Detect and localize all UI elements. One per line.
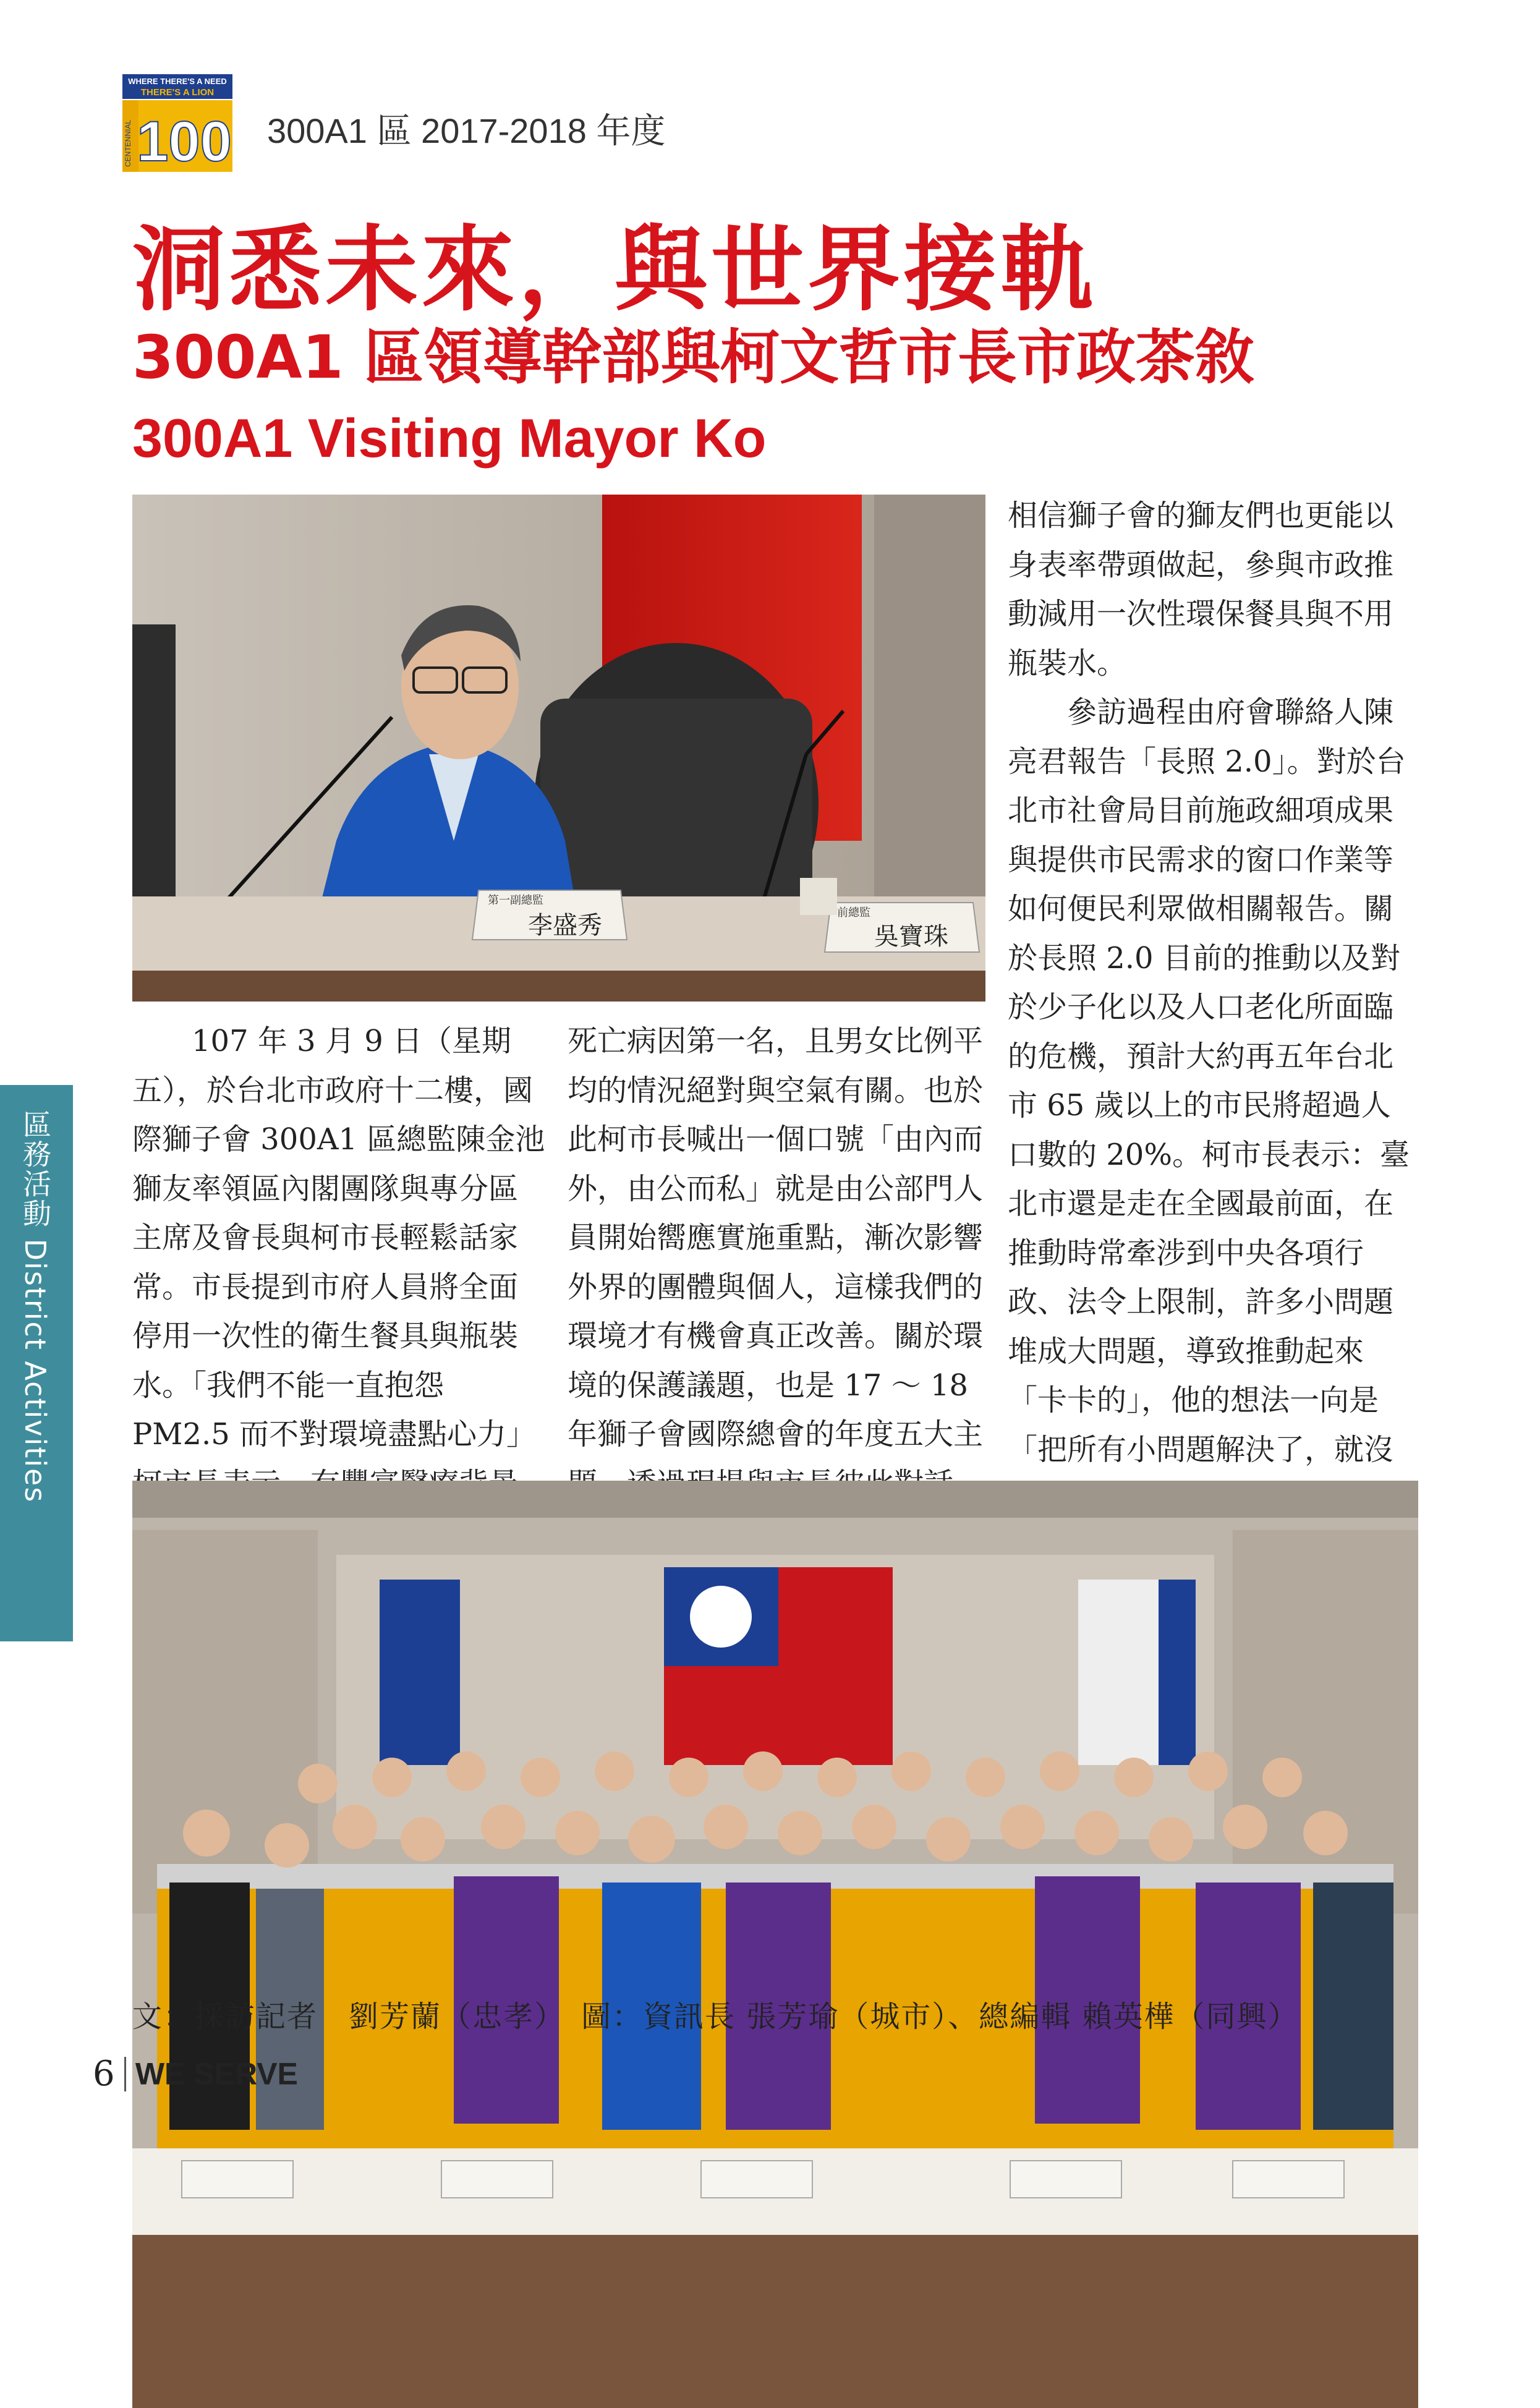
page-footer: [93, 2054, 298, 2097]
article-paragraph: 107 年 3 月 9 日（星期五），於台北市政府十二樓，國際獅子會 300A1 區總監陳金池獅友率領區內閣團隊與專分區主席及會長與柯市長輕鬆話家常。市長提到市府人員將全面停用一次性的衛生餐具與瓶裝水。「我們不能一直抱怨 PM2.5 而不對環境盡點心力」: [132, 1024, 545, 1452]
article-paragraph: 死亡病因第一名，且男女比例平均的情況絕對與空氣有關。也於此柯市長喊出一個口號「由內而外，由公而私」就是由公部門人員開始嚮應實施重點，漸次影響外界的團體與個人，這樣我們的環境才有機會真正改善。關於環境的保護議題，也是 17 ～ 18 年獅子會國際總會的年度五大主: [568, 1024, 984, 1452]
logo-text-2: THERE'S A LION: [140, 87, 215, 98]
section-label: 區務活動 District Activities: [19, 1110, 52, 1504]
photo-group: [132, 1481, 1418, 2408]
page-number: 6: [93, 2054, 115, 2094]
nameplate-right: 吳寶珠: [874, 922, 948, 951]
section-side-tab: [0, 1085, 73, 1641]
article-title: 洞悉未來，與世界接軌: [132, 216, 1097, 324]
article-subtitle: 300A1 區領導幹部與柯文哲市長市政茶敘: [132, 323, 1254, 392]
article-paragraph: 相信獅子會的獅友們也更能以身表率帶頭做起，參與市政推動減用一次性環保餐具與不用瓶裝水。: [1008, 498, 1394, 681]
district-year-header: 300A1 區 2017-2018 年度: [267, 111, 666, 150]
article-column-left: [132, 1017, 547, 1558]
article-column-middle: [568, 1017, 988, 1508]
nameplate-left: 李盛秀: [528, 911, 602, 940]
article-english-title: 300A1 Visiting Mayor Ko: [132, 407, 767, 469]
logo-number: 100: [137, 110, 232, 172]
nameplate-right-title: 前總監: [837, 906, 870, 919]
magazine-name: WE SERVE: [135, 2056, 298, 2091]
article-paragraph: 參訪過程由府會聯絡人陳亮君報告「長照 2.0」。對於台北市社會局目前施政細項成果與提供市民需求的窗口作業等如何便民利眾做相關報告。關於長照 2.0 目前的推動以及對於少子化以及人口老化所面臨的危機，預計大約再五年台北市 65 歲以上的市民將超過人口數的 20%。柯市長表示：臺北市還是走在全國最前面，在推動時常牽涉到中央各項行政、法令上限制，許多小問題堆成大問題，導致推動起來「卡卡的」，他的想法一向是「把所有小問題解決了，就沒: [1008, 695, 1410, 1467]
logo-side-text: CENTENNIAL: [124, 119, 132, 167]
photo-credit: 文：採訪記者 劉芳蘭（忠孝） 圖：資訊長 張芳瑜（城市）、總編輯 賴英樺（同興）: [132, 1999, 1299, 2034]
photo-mayor-meeting: [132, 495, 985, 1002]
lions-centennial-logo: [122, 74, 232, 172]
nameplate-left-title: 第一副總監: [488, 894, 543, 907]
logo-text-1: WHERE THERE'S A NEED: [128, 77, 227, 86]
footer-divider: [124, 2057, 126, 2091]
